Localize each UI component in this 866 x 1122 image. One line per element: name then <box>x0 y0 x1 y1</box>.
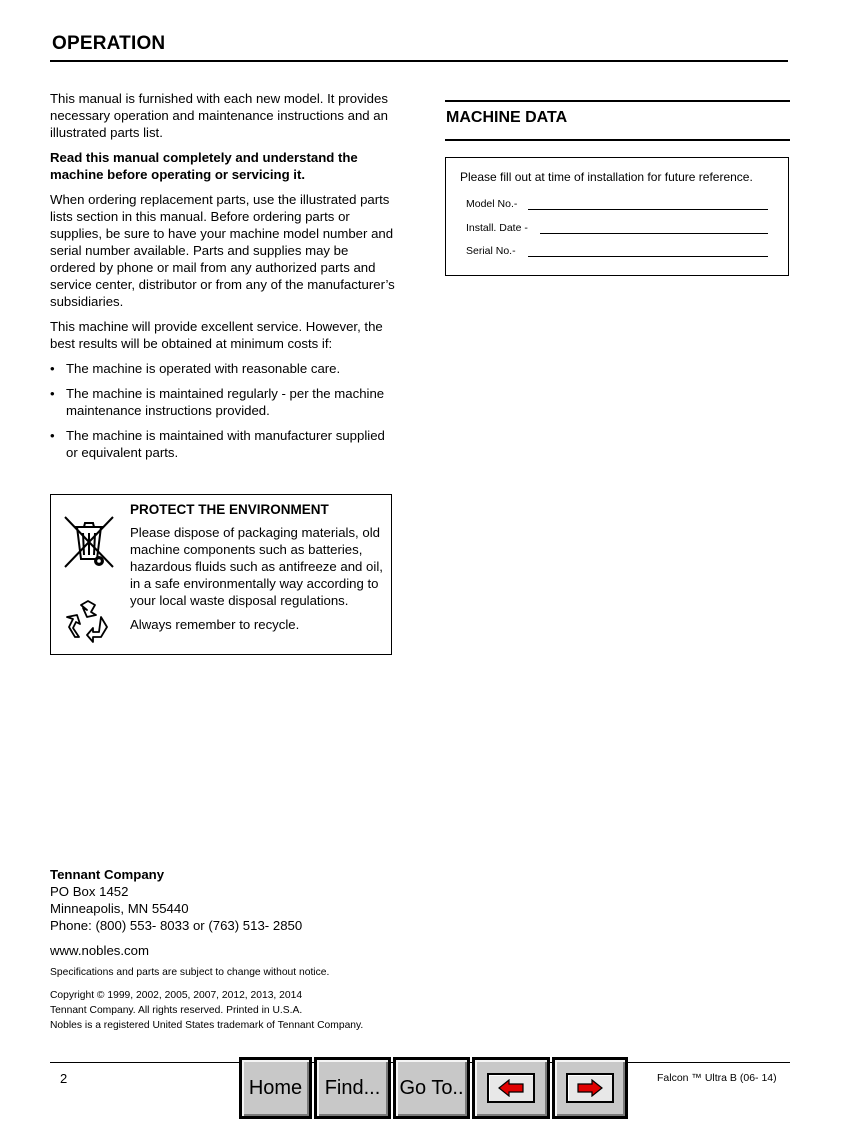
environment-title: PROTECT THE ENVIRONMENT <box>130 502 329 517</box>
model-number-label: Model No.- <box>466 198 518 210</box>
document-id: Falcon ™ Ultra B (06- 14) <box>657 1072 777 1084</box>
bullet-item: • The machine is maintained regularly - per the machine maintenance instructions provided. <box>50 385 395 419</box>
goto-button[interactable]: Go To.. <box>393 1057 470 1119</box>
company-city: Minneapolis, MN 55440 <box>50 901 189 916</box>
bullet-item: • The machine is maintained with manufacturer supplied or equivalent parts. <box>50 427 395 461</box>
spec-notice: Specifications and parts are subject to change without notice. <box>50 967 330 978</box>
install-date-label: Install. Date - <box>466 222 528 234</box>
machine-data-note: Please fill out at time of installation for future reference. <box>460 170 753 184</box>
intro-paragraph-1: This manual is furnished with each new model. It provides necessary operation and maintenance instructions and an illustrated parts list. <box>50 91 388 140</box>
intro-paragraph-4: This machine will provide excellent service. However, the best results will be obtained at minimum costs if: <box>50 319 383 351</box>
environment-notice <box>50 494 392 655</box>
environment-text <box>130 524 388 640</box>
rights-line: Tennant Company. All rights reserved. Printed in U.S.A. <box>50 1005 303 1016</box>
machine-data-rule-top <box>445 100 790 102</box>
intro-text <box>50 90 395 360</box>
machine-data-rule-bottom <box>445 139 790 141</box>
page-title: OPERATION <box>52 33 166 54</box>
intro-warning: Read this manual completely and understand the machine before operating or servicing it. <box>50 150 358 182</box>
copyright-line: Copyright © 1999, 2002, 2005, 2007, 2012, 2013, 2014 <box>50 990 303 1001</box>
company-name: Tennant Company <box>50 867 165 882</box>
previous-arrow-frame <box>487 1073 535 1103</box>
next-page-button[interactable] <box>552 1057 628 1119</box>
home-button[interactable]: Home <box>239 1057 312 1119</box>
page-number: 2 <box>60 1071 68 1086</box>
bullet-item: • The machine is operated with reasonable care. <box>50 360 395 377</box>
machine-data-title: MACHINE DATA <box>446 109 568 126</box>
company-website: www.nobles.com <box>50 943 149 958</box>
title-divider <box>50 60 788 62</box>
right-arrow-icon <box>576 1079 604 1097</box>
recycle-icon <box>63 599 113 645</box>
machine-data-form <box>445 157 789 276</box>
company-info <box>50 866 450 1033</box>
company-phone: Phone: (800) 553- 8033 or (763) 513- 2850 <box>50 918 303 933</box>
serial-number-field[interactable] <box>528 256 768 257</box>
intro-paragraph-3: When ordering replacement parts, use the illustrated parts lists section in this manual. Before ordering parts or supplies, be sure to have your machine model number and serial number available. Parts and supplies may be ordered by phone or mail from any authorized parts and service center, distributor or from any of the manufacturer’s subsidiaries. <box>50 192 395 309</box>
previous-page-button[interactable] <box>472 1057 550 1119</box>
next-arrow-frame <box>566 1073 614 1103</box>
crossed-bin-icon <box>61 513 117 571</box>
left-arrow-icon <box>497 1079 525 1097</box>
company-po-box: PO Box 1452 <box>50 884 129 899</box>
bullet-list <box>50 360 395 469</box>
install-date-field[interactable] <box>540 233 768 234</box>
find-button[interactable]: Find... <box>314 1057 391 1119</box>
environment-recycle-text: Always remember to recycle. <box>130 617 300 632</box>
environment-disposal-text: Please dispose of packaging materials, old machine components such as batteries, hazardous fluids such as antifreeze and oil, in a safe environmentally way according to your local waste disposal regulations. <box>130 525 383 608</box>
trademark-line: Nobles is a registered United States trademark of Tennant Company. <box>50 1020 364 1031</box>
model-number-field[interactable] <box>528 209 768 210</box>
serial-number-label: Serial No.- <box>466 245 516 257</box>
